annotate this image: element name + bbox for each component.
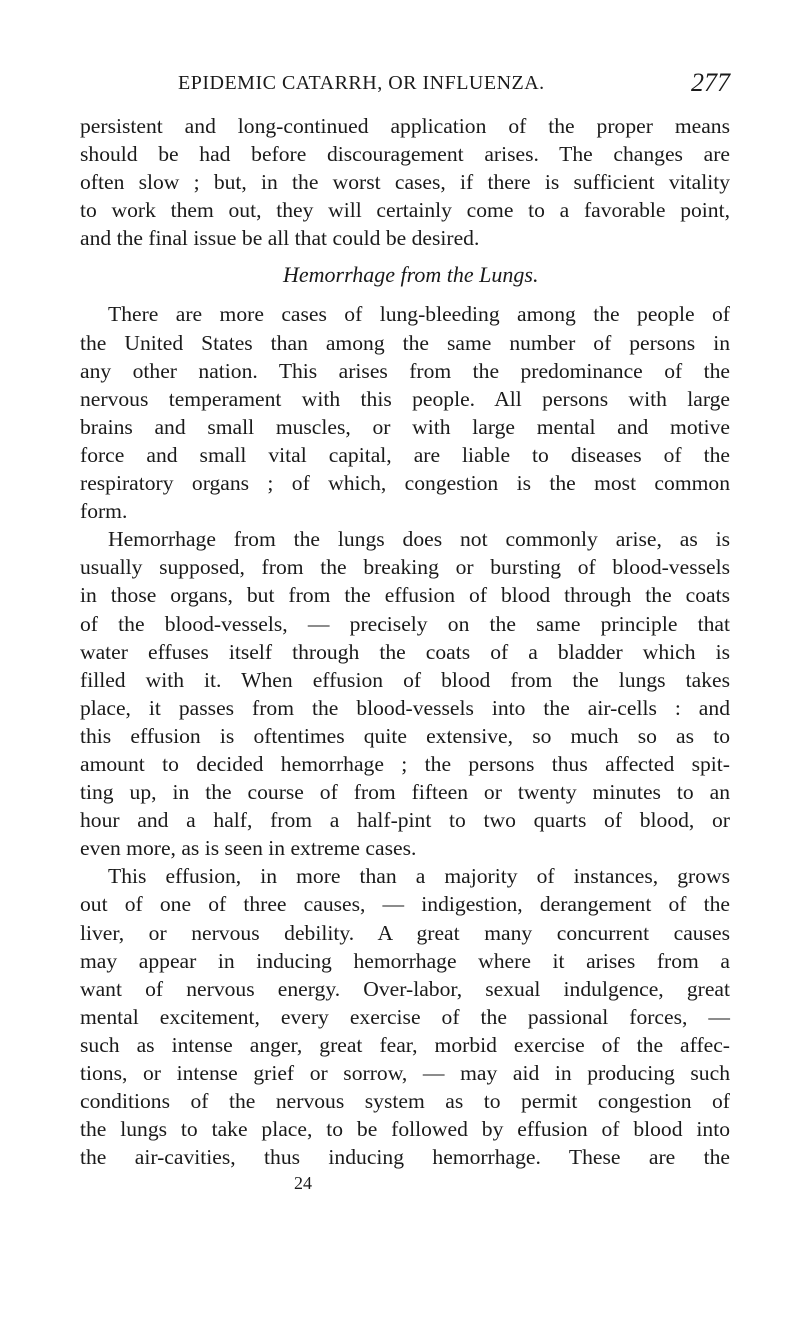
- text-line: mental excitement, every exercise of the passional forces, —: [80, 1004, 730, 1029]
- text-line: should be had before discouragement arises. The changes are: [80, 142, 730, 167]
- running-head: [80, 68, 730, 112]
- text-line: nervous temperament with this people. All persons with large: [80, 386, 730, 411]
- page-number: 277: [691, 68, 730, 97]
- text-line: ting up, in the course of from fifteen or twenty minutes to an: [80, 780, 730, 805]
- text-line: brains and small muscles, or with large mental and motive: [80, 414, 730, 439]
- text-line: out of one of three causes, — indigestion, derangement of the: [80, 892, 730, 917]
- text-line: respiratory organs ; of which, congestion is the most common: [80, 471, 730, 496]
- text-line: place, it passes from the blood-vessels into the air-cells : and: [80, 695, 730, 720]
- text-line: tions, or intense grief or sorrow, — may aid in producing such: [80, 1061, 730, 1085]
- paragraph-hemorrhage-cause: [80, 525, 730, 862]
- text-line: the United States than among the same number of persons in: [80, 330, 730, 355]
- text-line: liver, or nervous debility. A great many concurrent causes: [80, 920, 730, 945]
- text-line: form.: [80, 499, 128, 524]
- text-line: Hemorrhage from the lungs does not commonly arise, as is: [108, 527, 730, 552]
- text-line: may appear in inducing hemorrhage where it arises from a: [80, 948, 730, 973]
- text-line: and the final issue be all that could be desired.: [80, 226, 480, 251]
- running-title: EPIDEMIC CATARRH, OR INFLUENZA.: [178, 72, 545, 94]
- text-line: hour and a half, from a half-pint to two quarts of blood, or: [80, 808, 730, 833]
- text-line: the air-cavities, thus inducing hemorrhage. These are the: [80, 1145, 730, 1170]
- text-line: such as intense anger, great fear, morbid exercise of the affec-: [80, 1032, 730, 1057]
- paragraph-effusion-causes: [80, 862, 730, 1171]
- paragraph-continued: [80, 112, 730, 252]
- text-line: amount to decided hemorrhage ; the persons thus affected spit-: [80, 751, 730, 776]
- text-line: in those organs, but from the effusion of blood through the coats: [80, 583, 730, 608]
- text-line: often slow ; but, in the worst cases, if there is sufficient vitality: [80, 170, 730, 195]
- text-line: any other nation. This arises from the predominance of the: [80, 358, 730, 383]
- text-line: filled with it. When effusion of blood from the lungs takes: [80, 667, 730, 692]
- text-line: of the blood-vessels, — precisely on the same principle that: [80, 611, 730, 636]
- text-line: There are more cases of lung-bleeding among the people of: [108, 302, 730, 327]
- paragraph-lung-bleeding: [80, 300, 730, 525]
- text-line: water effuses itself through the coats of a bladder which is: [80, 639, 730, 664]
- text-line: force and small vital capital, are liable to diseases of the: [80, 442, 730, 467]
- text-line: persistent and long-continued application of the proper means: [80, 114, 730, 138]
- book-page: [80, 68, 730, 1195]
- text-line: the lungs to take place, to be followed by effusion of blood into: [80, 1117, 730, 1142]
- signature-mark: 24: [294, 1173, 312, 1194]
- text-line: usually supposed, from the breaking or bursting of blood-vessels: [80, 555, 730, 580]
- text-line: conditions of the nervous system as to permit congestion of: [80, 1089, 730, 1114]
- text-line: This effusion, in more than a majority of instances, grows: [108, 864, 730, 889]
- text-line: even more, as is seen in extreme cases.: [80, 836, 417, 861]
- text-line: this effusion is oftentimes quite extensive, so much so as to: [80, 723, 730, 748]
- text-line: want of nervous energy. Over-labor, sexual indulgence, great: [80, 976, 730, 1001]
- section-heading: Hemorrhage from the Lungs.: [283, 262, 539, 288]
- text-line: to work them out, they will certainly come to a favorable point,: [80, 198, 730, 223]
